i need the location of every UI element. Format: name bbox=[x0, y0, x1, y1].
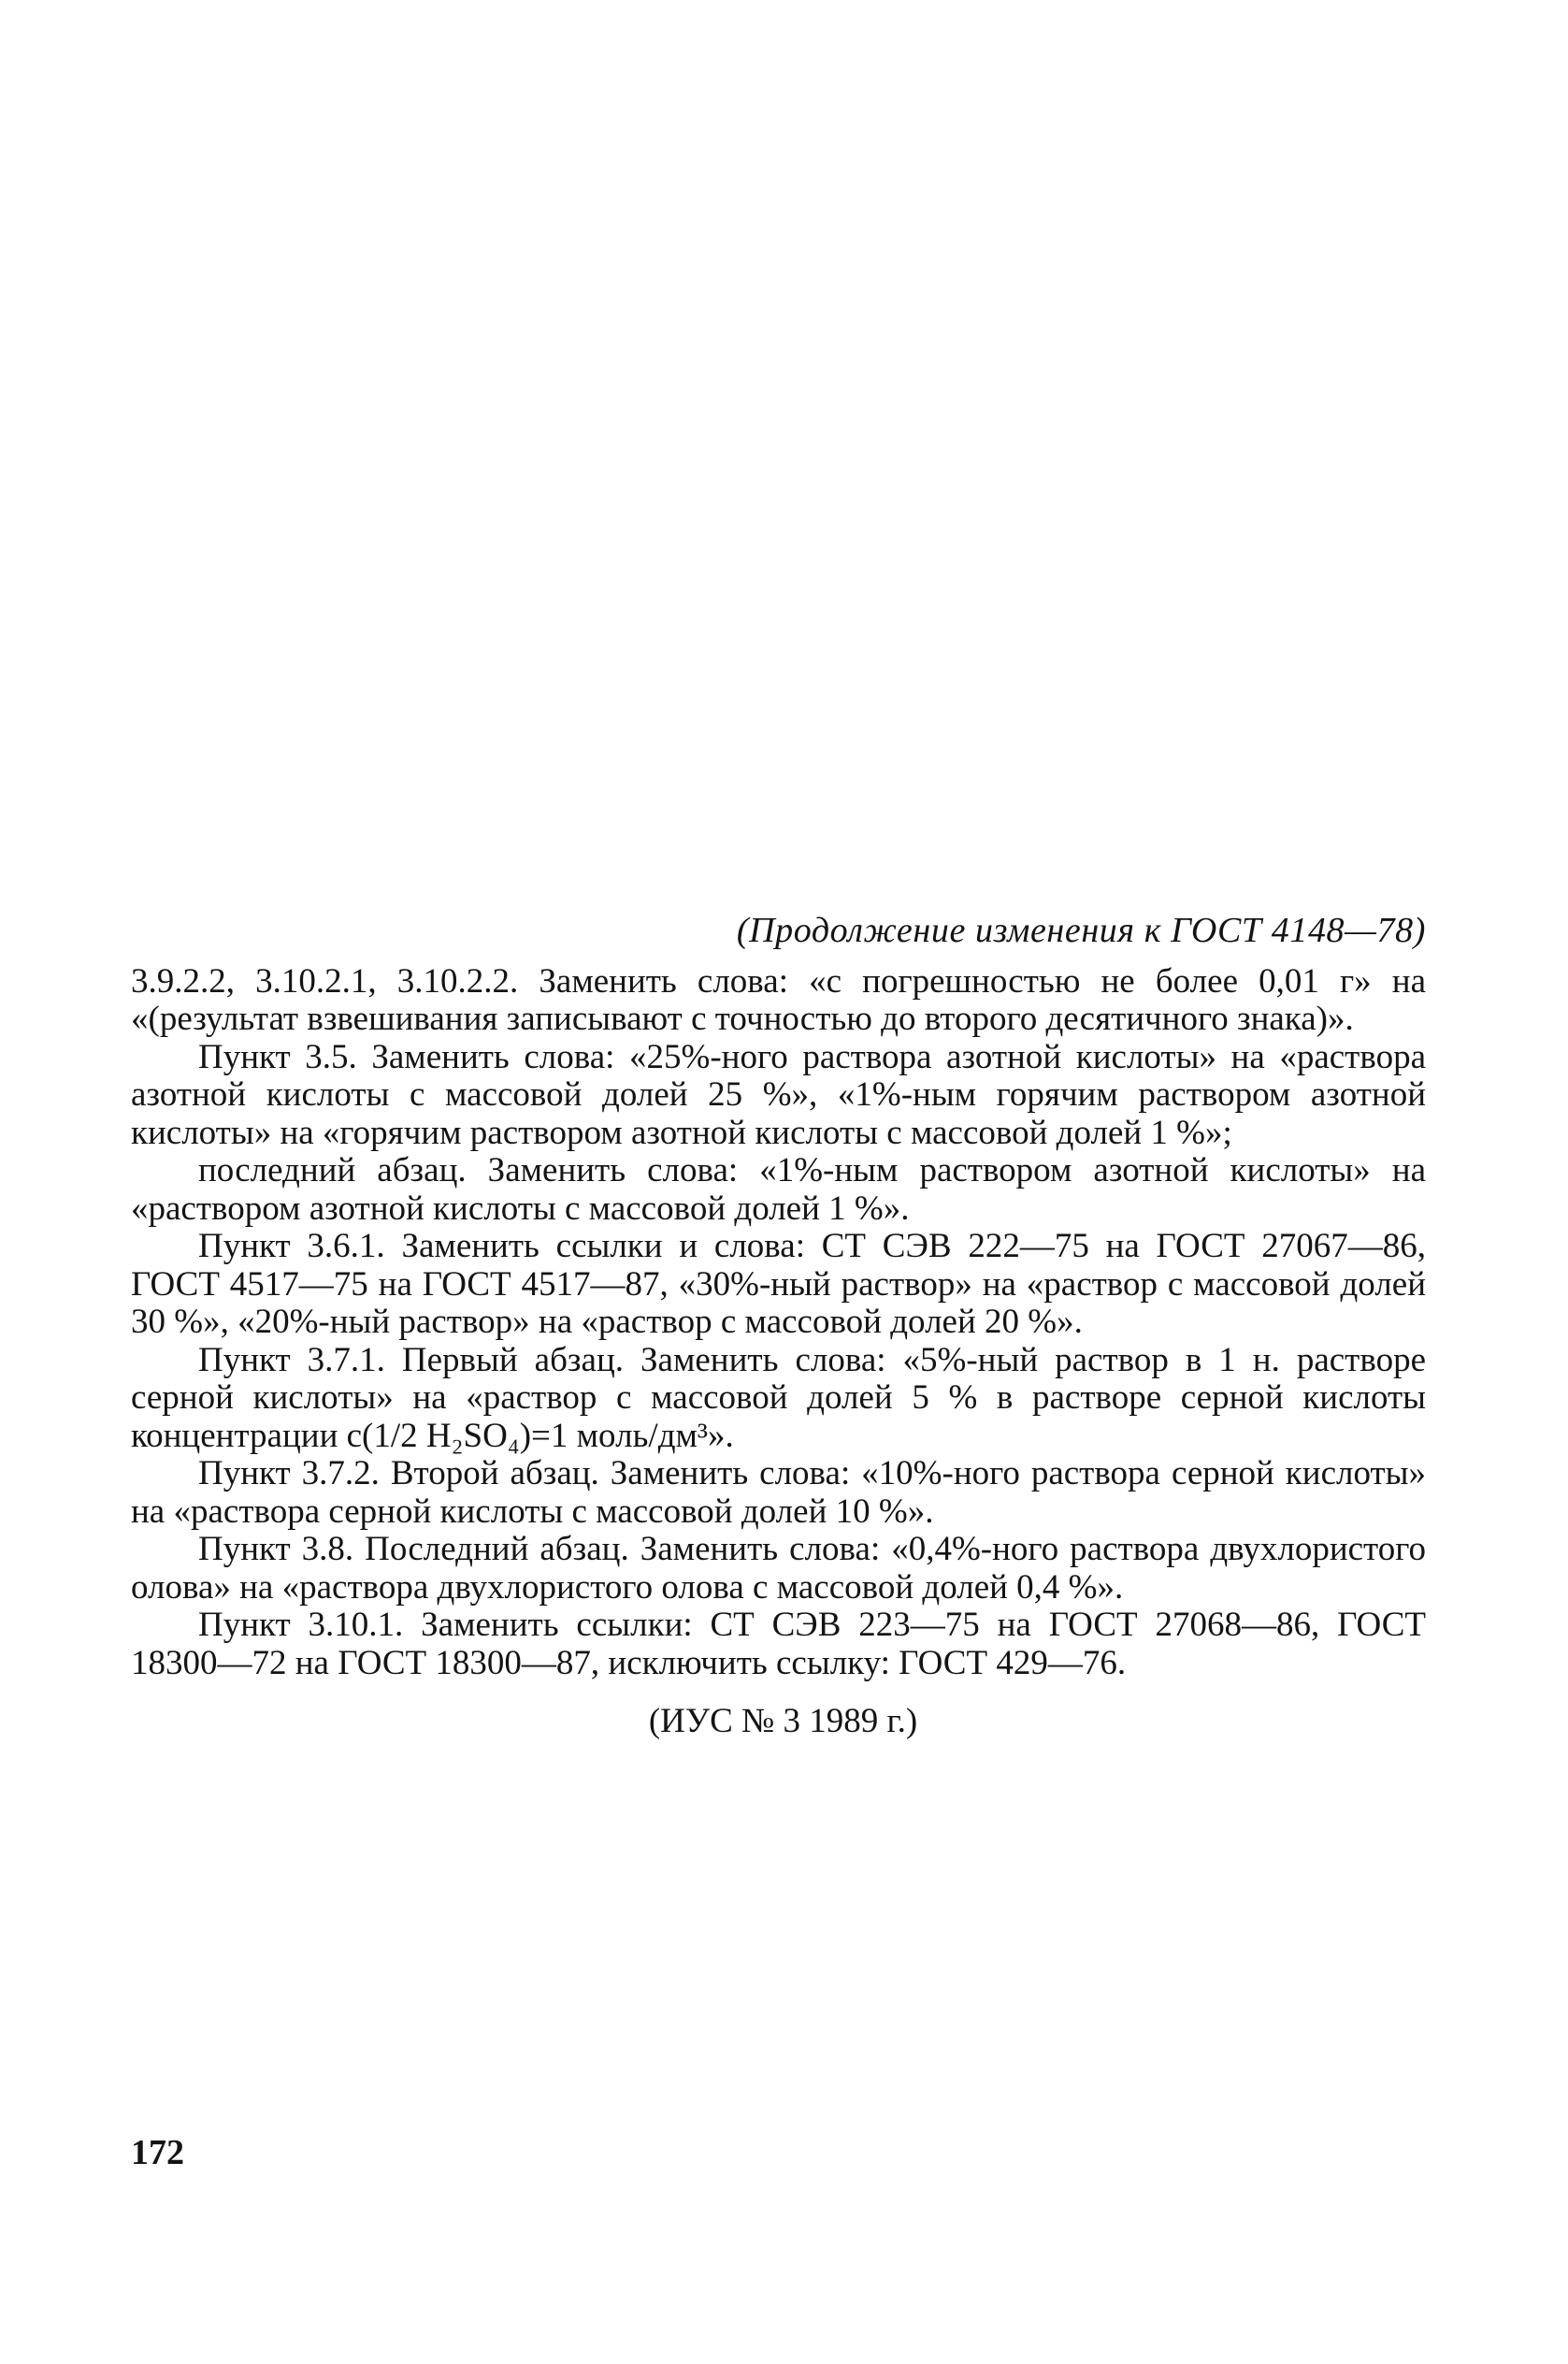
continuation-header: (Продолжение изменения к ГОСТ 4148—78) bbox=[736, 911, 1426, 950]
paragraph-punkt-3-10-1: Пункт 3.10.1. Заменить ссылки: СТ СЭВ 223—75 на ГОСТ 27068—86, ГОСТ 18300—72 на ГОСТ 18300—87, исключить ссылку: ГОСТ 429—76. bbox=[131, 1606, 1426, 1682]
paragraph-3-9-2-2: 3.9.2.2, 3.10.2.1, 3.10.2.2. Заменить слова: «с погрешностью не более 0,01 г» на «(результат взвешивания записывают с точностью до второго десятичного знака)». bbox=[131, 961, 1426, 1038]
paragraph-last-abzats: последний абзац. Заменить слова: «1%-ным раствором азотной кислоты» на «раствором азотной кислоты с массовой долей 1 %». bbox=[131, 1151, 1426, 1228]
page-number: 172 bbox=[131, 2133, 184, 2172]
amendment-text-block bbox=[131, 912, 1426, 1741]
paragraph-punkt-3-5: Пункт 3.5. Заменить слова: «25%-ного раствора азотной кислоты» на «раствора азотной кислоты с массовой долей 25 %», «1%-ным горячим раствором азотной кислоты» на «горячим раствором азотной кислоты с массовой долей 1 %»; bbox=[131, 1037, 1426, 1152]
paragraph-punkt-3-7-1: Пункт 3.7.1. Первый абзац. Заменить слова: «5%-ный раствор в 1 н. растворе серной кислоты» на «раствор с массовой долей 5 % в растворе серной кислоты концентрации c(1/2 H₂SO₄)=1 моль/дм³». bbox=[131, 1340, 1426, 1455]
paragraph-punkt-3-7-2: Пункт 3.7.2. Второй абзац. Заменить слова: «10%-ного раствора серной кислоты» на «раствора серной кислоты с массовой долей 10 %». bbox=[131, 1454, 1426, 1531]
paragraph-punkt-3-6-1: Пункт 3.6.1. Заменить ссылки и слова: СТ СЭВ 222—75 на ГОСТ 27067—86, ГОСТ 4517—75 на ГОСТ 4517—87, «30%-ный раствор» на «раствор с массовой долей 30 %», «20%-ный раствор» на «раствор с массовой долей 20 %». bbox=[131, 1227, 1426, 1341]
source-note: (ИУС № 3 1989 г.) bbox=[648, 1702, 918, 1740]
paragraph-punkt-3-8: Пункт 3.8. Последний абзац. Заменить слова: «0,4%-ного раствора двухлористого олова» на «раствора двухлористого олова с массовой долей 0,4 %». bbox=[131, 1530, 1426, 1607]
